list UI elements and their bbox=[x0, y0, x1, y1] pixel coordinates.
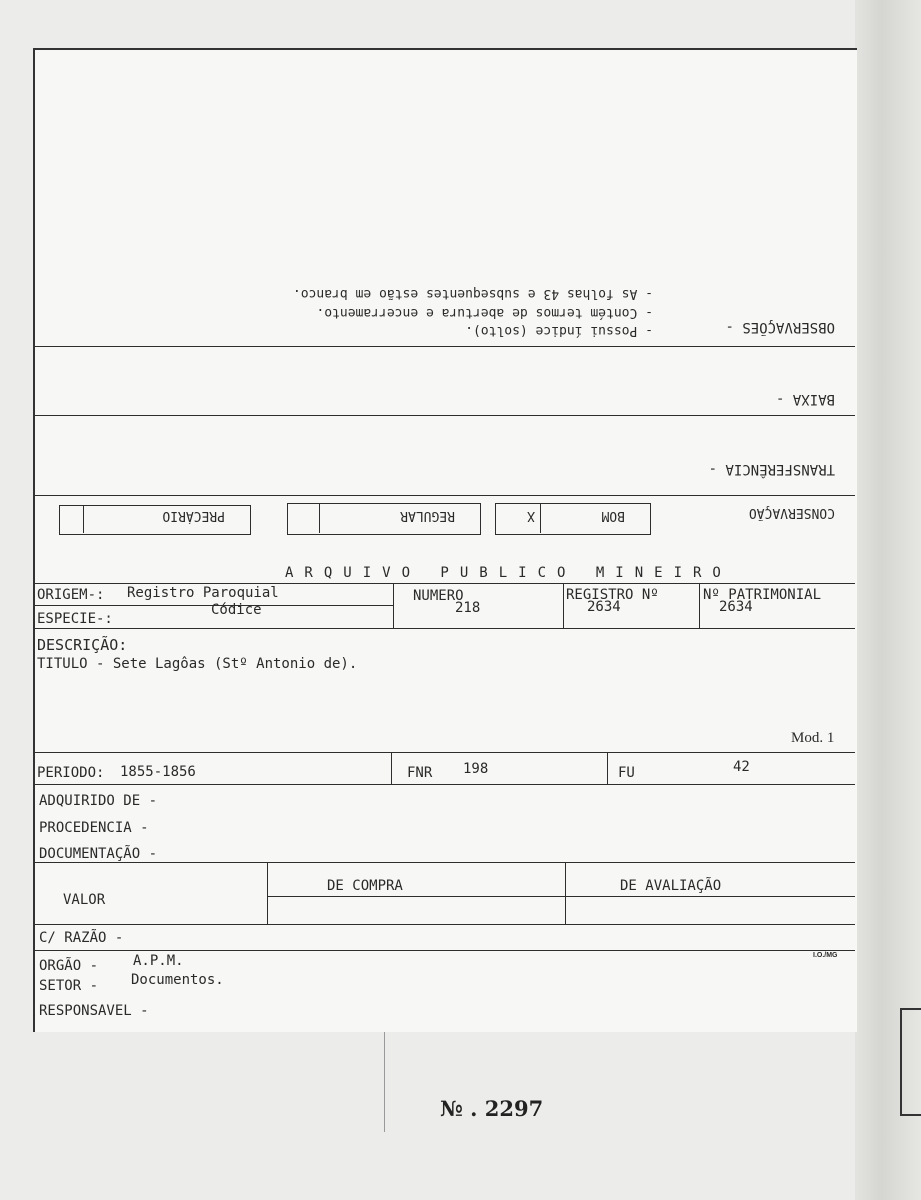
fnr-label: FNR bbox=[407, 765, 433, 781]
adjacent-card-edge bbox=[900, 1008, 921, 1116]
registro-value: 2634 bbox=[587, 599, 621, 615]
razao-label: C/ RAZÃO - bbox=[39, 930, 124, 946]
precario-label: PRECÁRIO bbox=[162, 508, 225, 523]
procedencia-label: PROCEDENCIA - bbox=[39, 820, 149, 836]
de-avaliacao-label: DE AVALIAÇÃO bbox=[620, 878, 722, 894]
numero-label: NUMERO bbox=[413, 588, 464, 604]
documentacao-label: DOCUMENTAÇÃO - bbox=[39, 846, 158, 862]
orgao-label: ORGÃO - bbox=[39, 958, 99, 974]
valor-label: VALOR bbox=[63, 892, 106, 908]
page-edge bbox=[384, 1032, 385, 1132]
fu-value: 42 bbox=[733, 759, 750, 775]
form-model: Mod. 1 bbox=[791, 730, 835, 746]
origem-label: ORIGEM-: bbox=[37, 587, 105, 603]
patrimonial-label: Nº PATRIMONIAL bbox=[703, 587, 822, 603]
observacoes-line1: - Possui índice (solto). bbox=[465, 323, 653, 338]
bom-mark: X bbox=[527, 508, 535, 523]
document-number: № . 2297 bbox=[440, 1096, 544, 1121]
institution-header: ARQUIVO PUBLICO MINEIRO bbox=[285, 565, 732, 581]
descricao-label: DESCRIÇÃO: bbox=[37, 636, 128, 654]
especie-value: Códice bbox=[211, 602, 262, 618]
divider-baixa bbox=[35, 415, 855, 416]
numero-value: 218 bbox=[455, 600, 481, 616]
regular-label: REGULAR bbox=[400, 508, 455, 523]
fnr-value: 198 bbox=[463, 761, 489, 777]
divider-transferencia bbox=[35, 495, 855, 496]
responsavel-label: RESPONSAVEL - bbox=[39, 1003, 149, 1019]
baixa-label: BAIXA - bbox=[775, 391, 835, 407]
fu-label: FU bbox=[618, 765, 635, 781]
adquirido-label: ADQUIRIDO DE - bbox=[39, 793, 158, 809]
registro-label: REGISTRO Nº bbox=[566, 587, 659, 603]
setor-label: SETOR - bbox=[39, 978, 99, 994]
periodo-label: PERIODO: bbox=[37, 765, 105, 781]
origem-value: Registro Paroquial bbox=[127, 585, 279, 601]
form-code: I.O./MG bbox=[813, 952, 838, 959]
setor-value: Documentos. bbox=[131, 972, 224, 988]
titulo-value: TITULO - Sete Lagôas (Stº Antonio de). bbox=[37, 656, 358, 672]
divider-observacoes bbox=[35, 346, 855, 347]
conservacao-label: CONSERVAÇÃO bbox=[748, 505, 835, 520]
bom-label: BOM bbox=[601, 508, 625, 523]
checkbox-bom bbox=[495, 503, 651, 535]
de-compra-label: DE COMPRA bbox=[327, 878, 403, 894]
periodo-value: 1855-1856 bbox=[120, 764, 196, 780]
transferencia-label: TRANSFERÊNCIA - bbox=[708, 461, 835, 477]
especie-label: ESPECIE-: bbox=[37, 611, 113, 627]
observacoes-label: OBSERVAÇÕES - bbox=[725, 319, 835, 335]
archive-record-card bbox=[33, 48, 857, 1032]
orgao-value: A.P.M. bbox=[133, 953, 184, 969]
observacoes-line3: - As folhas 43 e subsequentes estão em branco. bbox=[292, 286, 653, 301]
patrimonial-value: 2634 bbox=[719, 599, 753, 615]
observacoes-line2: - Contém termos de abertura e encerramento. bbox=[316, 305, 653, 320]
